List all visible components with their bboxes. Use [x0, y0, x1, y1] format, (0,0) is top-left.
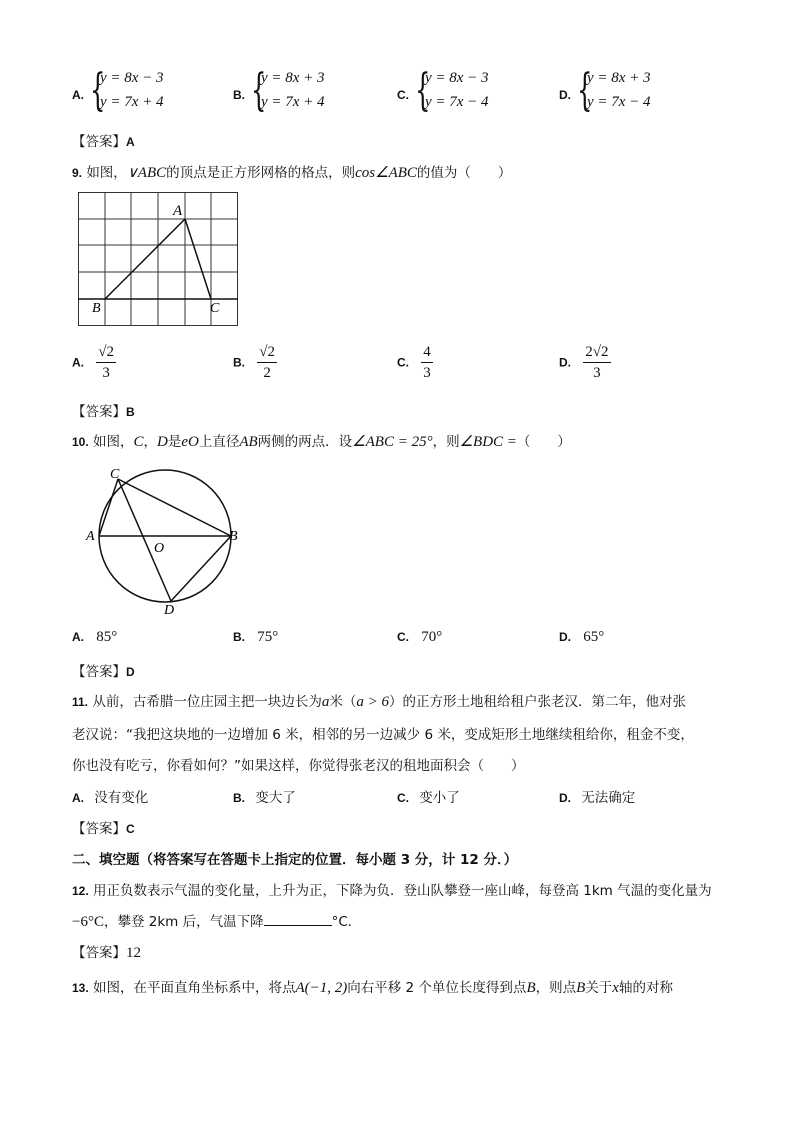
q10-stem — [72, 430, 571, 451]
question-number: 13. — [72, 981, 89, 995]
option-label: A. — [72, 88, 84, 102]
option-label: A. — [72, 355, 84, 370]
answer-tag: 【答案】 — [72, 404, 126, 420]
stem-text: ，则点 — [535, 980, 577, 996]
denominator: 3 — [423, 365, 431, 381]
option-label: B. — [233, 88, 245, 102]
stem-text: 用正负数表示气温的变化量，上升为正，下降为负．登山队攀登一座山峰，每登高 1km 气温的变化量为 — [92, 883, 712, 899]
q11-line-3: 你也没有吃亏，你看如何？”如果这样，你觉得张老汉的租地面积会（ ） — [72, 758, 525, 774]
stem-text: 米（ — [329, 694, 357, 710]
equation-line-1: y = 8x − 3 — [100, 70, 164, 86]
q12-line-2 — [72, 910, 361, 931]
fraction — [583, 342, 610, 383]
stem-text: （ ） — [516, 434, 571, 450]
vertex-label-c: C — [210, 301, 220, 316]
q11-option-a[interactable] — [72, 786, 148, 806]
denominator: 3 — [102, 365, 110, 381]
chord-ac — [99, 479, 118, 536]
q12-answer — [72, 941, 141, 962]
numerator: √2 — [96, 342, 116, 363]
denominator: 3 — [593, 365, 601, 381]
q13-stem — [72, 976, 673, 997]
point-d: D — [157, 434, 168, 450]
section-heading: 二、填空题（将答案写在答题卡上指定的位置．每小题 3 分，计 12 分．） — [72, 852, 518, 868]
circle-name: eO — [181, 434, 199, 450]
stem-text: 两侧的两点．设 — [257, 434, 353, 450]
stem-text: 向右平移 2 个单位长度得到点 — [347, 980, 527, 996]
denominator: 2 — [263, 365, 271, 381]
answer-blank[interactable] — [264, 911, 332, 926]
question-number: 9. — [72, 166, 83, 180]
numerator: √2 — [257, 342, 277, 363]
point-c: C — [133, 434, 144, 450]
answer-value: D — [126, 665, 135, 679]
stem-text: ，攀登 2km 后，气温下降 — [103, 914, 264, 930]
q11-option-b[interactable] — [233, 786, 296, 806]
stem-text: ，则 — [432, 434, 460, 450]
q9-option-d[interactable] — [559, 342, 611, 383]
point-a: A(−1, 2) — [295, 980, 348, 996]
option-label: D. — [559, 88, 571, 102]
brace-icon: { — [90, 65, 106, 116]
answer-tag: 【答案】 — [72, 821, 126, 837]
equation-line-2: y = 7x − 4 — [425, 94, 489, 110]
equation-line-2: y = 7x − 4 — [587, 94, 651, 110]
segment-ab: AB — [239, 434, 258, 450]
option-label: C. — [397, 88, 409, 102]
option-text: 70° — [421, 629, 443, 645]
q11-option-c[interactable] — [397, 786, 460, 806]
point-label-c: C — [110, 468, 120, 482]
option-label: C. — [397, 791, 409, 805]
option-label: A. — [72, 630, 84, 644]
q11-option-d[interactable] — [559, 786, 635, 806]
fraction — [421, 342, 433, 383]
answer-value: C — [126, 822, 135, 836]
stem-text: 如图， — [92, 434, 134, 450]
axis-x: x — [612, 980, 619, 996]
stem-text: 的值为（ ） — [416, 165, 512, 181]
numerator: 4 — [421, 342, 433, 363]
option-label: A. — [72, 791, 84, 805]
q8-answer — [72, 130, 135, 150]
option-label: C. — [397, 355, 409, 370]
q10-circle-figure — [84, 468, 244, 616]
stem-text: 的顶点是正方形网格的格点，则 — [166, 165, 356, 181]
brace-icon: { — [251, 65, 267, 116]
point-b: B — [576, 980, 586, 996]
answer-tag: 【答案】 — [72, 945, 126, 961]
point-label-a: A — [86, 529, 95, 544]
q10-option-b[interactable] — [233, 629, 278, 646]
answer-tag: 【答案】 — [72, 664, 126, 680]
option-text: 变大了 — [255, 790, 296, 806]
option-label: B. — [233, 791, 245, 805]
point-b: B — [526, 980, 536, 996]
stem-text: 如图， — [86, 165, 127, 181]
q10-answer — [72, 660, 135, 680]
q9-answer — [72, 400, 135, 420]
option-text: 85° — [96, 629, 118, 645]
temperature-change: −6°C — [72, 914, 104, 930]
q10-option-a[interactable] — [72, 629, 117, 646]
stem-text: 关于 — [585, 980, 613, 996]
q10-option-d[interactable] — [559, 629, 604, 646]
option-label: B. — [233, 630, 245, 644]
point-label-d: D — [164, 603, 175, 616]
point-label-o: O — [154, 541, 165, 556]
option-text: 65° — [583, 629, 605, 645]
q9-stem — [72, 161, 511, 182]
q9-option-b[interactable] — [233, 342, 277, 383]
q11-line-1 — [72, 690, 686, 711]
equation-line-2: y = 7x + 4 — [261, 94, 325, 110]
q11-answer — [72, 817, 135, 837]
stem-text: 从前，古希腊一位庄园主把一块边长为 — [92, 694, 322, 710]
numerator: 2√2 — [583, 342, 610, 363]
answer-value: A — [126, 135, 135, 149]
option-label: B. — [233, 355, 245, 370]
option-text: 75° — [257, 629, 279, 645]
option-label: D. — [559, 355, 571, 370]
variable-a: a — [321, 694, 330, 710]
option-label: D. — [559, 630, 571, 644]
question-number: 12. — [72, 884, 89, 898]
stem-text: ， — [143, 434, 157, 450]
option-text: 没有变化 — [94, 790, 149, 806]
equation-line-2: y = 7x + 4 — [100, 94, 164, 110]
q10-option-c[interactable] — [397, 629, 442, 646]
angle-abc: ∠ABC = 25° — [352, 434, 433, 450]
q12-line-1 — [72, 879, 712, 899]
brace-icon: { — [415, 65, 431, 116]
question-number: 10. — [72, 435, 89, 449]
stem-text: ）的正方形土地租给租户张老汉．第二年，他对张 — [388, 694, 686, 710]
point-label-b: B — [229, 529, 238, 544]
stem-text: 轴的对称 — [618, 980, 673, 996]
condition: a > 6 — [356, 694, 389, 710]
angle-bdc: ∠BDC = — [459, 434, 517, 450]
stem-text: °C． — [331, 914, 362, 930]
vertex-label-a: A — [173, 203, 183, 219]
q9-option-c[interactable] — [397, 342, 433, 383]
q9-option-a[interactable] — [72, 342, 116, 383]
option-text: 变小了 — [419, 790, 460, 806]
fraction — [96, 342, 116, 383]
chord-cd — [118, 479, 171, 601]
option-text: 无法确定 — [581, 790, 636, 806]
fraction — [257, 342, 277, 383]
answer-value: 12 — [126, 945, 141, 961]
vertex-label-b: B — [92, 301, 101, 316]
question-number: 11. — [72, 695, 89, 709]
equation-line-1: y = 8x − 3 — [425, 70, 489, 86]
stem-text: 如图，在平面直角坐标系中，将点 — [92, 980, 296, 996]
option-label: D. — [559, 791, 571, 805]
brace-icon: { — [577, 65, 593, 116]
triangle-name: ∨ABC — [126, 165, 167, 181]
cos-expression: cos∠ABC — [355, 165, 417, 181]
chord-cb — [118, 479, 231, 536]
answer-tag: 【答案】 — [72, 134, 126, 150]
q11-line-2: 老汉说：“我把这块地的一边增加 6 米，相邻的另一边减少 6 米，变成矩形土地继续租给你，租金不变， — [72, 727, 694, 743]
q9-grid-figure — [78, 192, 240, 328]
answer-value: B — [126, 405, 135, 419]
option-label: C. — [397, 630, 409, 644]
equation-line-1: y = 8x + 3 — [587, 70, 651, 86]
stem-text: 上直径 — [198, 434, 240, 450]
equation-line-1: y = 8x + 3 — [261, 70, 325, 86]
stem-text: 是 — [167, 434, 182, 450]
